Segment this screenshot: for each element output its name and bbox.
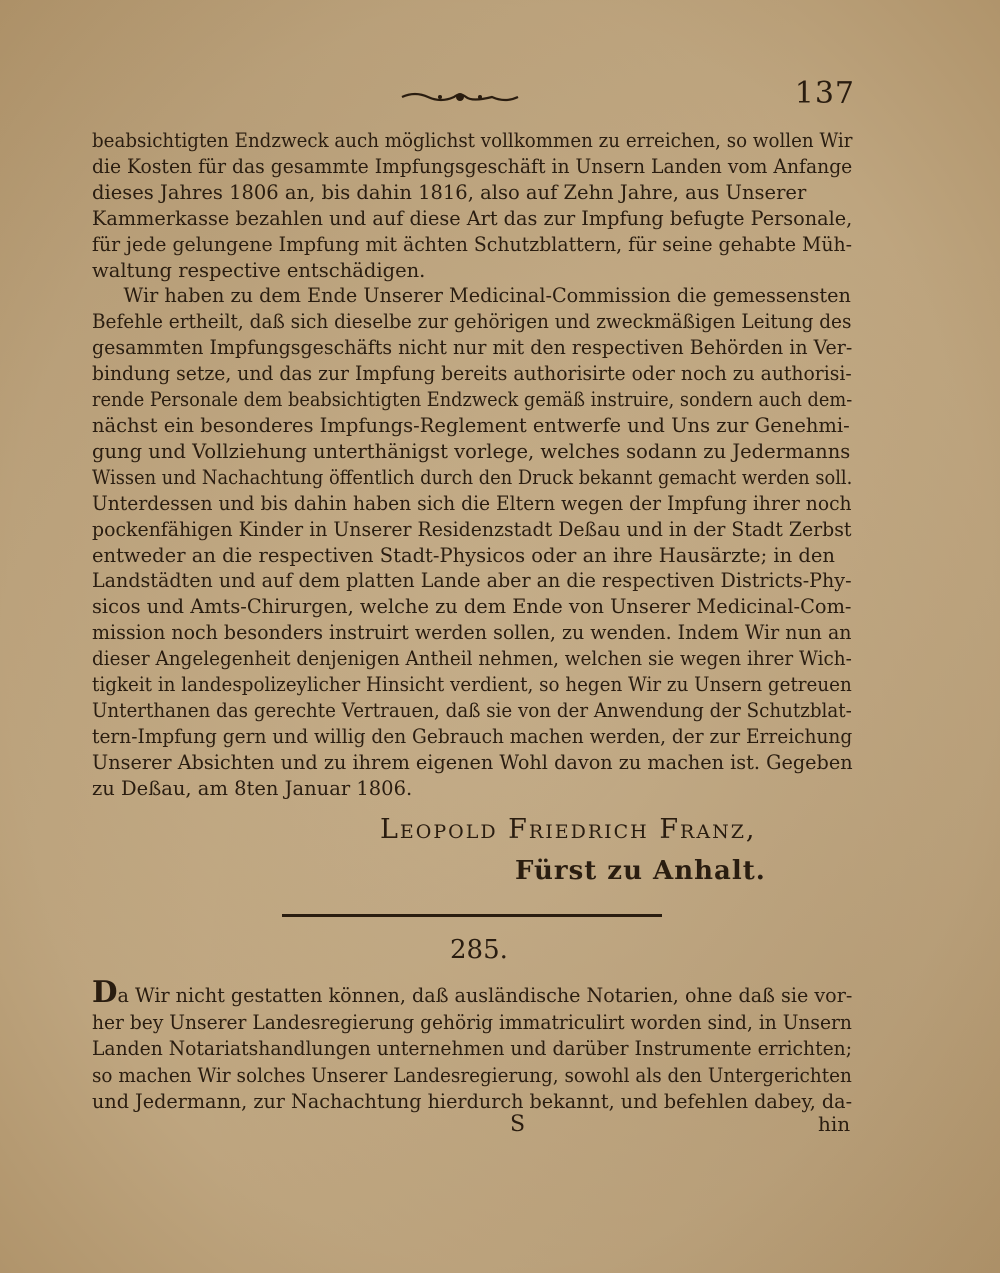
section-divider (282, 914, 662, 917)
section-number: 285. (450, 935, 508, 965)
main-text (92, 128, 852, 802)
text-line: beabsichtigten Endzweck auch möglichst vollkommen zu erreichen, so wollen Wir (92, 129, 853, 152)
text-line: tern-Impfung gern und willig den Gebrauch machen werden, der zur Erreichung (92, 724, 853, 748)
text-line: nächst ein besonderes Impfungs-Reglement entwerfe und Uns zur Genehmi- (92, 413, 850, 437)
catchword: hin (818, 1112, 851, 1136)
text-line: pockenfähigen Kinder in Unserer Residenzstadt Deßau und in der Stadt Zerbst (92, 517, 852, 541)
text-line: bindung setze, und das zur Impfung bereits authorisirte oder noch zu authorisi- (92, 362, 852, 386)
text-line: Landstädten und auf dem platten Lande aber an die respectiven Districts-Phy- (92, 569, 852, 593)
text-line: entweder an die respectiven Stadt-Physicos oder an ihre Hausärzte; in den (92, 543, 835, 567)
signature-title: Fürst zu Anhalt. (515, 856, 766, 886)
text-line: tigkeit in landespolizeylicher Hinsicht verdient, so hegen Wir zu Unsern getreuen (92, 673, 852, 697)
text-line: her bey Unserer Landesregierung gehörig immatriculirt worden sind, in Unsern (92, 1010, 852, 1034)
text-line: Landen Notariatshandlungen unternehmen und darüber Instrumente errichten; (92, 1037, 853, 1060)
text-line: Unserer Absichten und zu ihrem eigenen Wohl davon zu machen ist. Gegeben (92, 750, 853, 774)
signature-mark: S (510, 1112, 526, 1137)
signature-name: Leopold Friedrich Franz, (380, 814, 757, 845)
text-line: rende Personale dem beabsichtigten Endzweck gemäß instruire, sondern auch dem- (92, 388, 853, 412)
ornamental-rule-icon (400, 90, 520, 104)
page-number: 137 (794, 76, 855, 111)
text-line: Unterthanen das gerechte Vertrauen, daß sie von der Anwendung der Schutzblat- (92, 698, 852, 722)
text-line: für jede gelungene Impfung mit ächten Schutzblattern, für seine gehabte Müh- (92, 232, 853, 256)
text-line: Befehle ertheilt, daß sich dieselbe zur gehörigen und zweckmäßigen Leitung des (92, 310, 852, 334)
text-line: Unterdessen und bis dahin haben sich die Eltern wegen der Impfung ihrer noch (92, 491, 852, 515)
text-line (92, 975, 853, 1010)
dropcap: D (92, 975, 118, 1010)
text-line: Wissen und Nachachtung öffentlich durch den Druck bekannt gemacht werden soll. (92, 465, 853, 489)
text-line: gesammten Impfungsgeschäfts nicht nur mit den respectiven Behörden in Ver- (92, 336, 853, 360)
text-line: dieser Angelegenheit denjenigen Antheil nehmen, welchen sie wegen ihrer Wich- (92, 647, 852, 671)
text-line: und Jedermann, zur Nachachtung hierdurch bekannt, und befehlen dabey, da- (92, 1090, 853, 1113)
text-line: mission noch besonders instruirt werden sollen, zu wenden. Indem Wir nun an (92, 621, 852, 645)
section-text (92, 975, 853, 1116)
text-line: waltung respective entschädigen. (92, 258, 426, 282)
text-line: zu Deßau, am 8ten Januar 1806. (92, 776, 413, 800)
text-line: so machen Wir solches Unserer Landesregierung, sowohl als den Untergerichten (92, 1063, 852, 1087)
text-line: Wir haben zu dem Ende Unserer Medicinal-Commission die gemessensten (123, 284, 851, 308)
text-line: die Kosten für das gesammte Impfungsgeschäft in Unsern Landen vom Anfange (92, 154, 853, 178)
text-line-content: a Wir nicht gestatten können, daß ausländische Notarien, ohne daß sie vor- (117, 984, 853, 1007)
text-line: gung und Vollziehung unterthänigst vorlege, welches sodann zu Jedermanns (92, 439, 851, 463)
text-line: Kammerkasse bezahlen und auf diese Art das zur Impfung befugte Personale, (92, 206, 853, 230)
text-line: dieses Jahres 1806 an, bis dahin 1816, also auf Zehn Jahre, aus Unserer (92, 180, 807, 204)
text-line: sicos und Amts-Chirurgen, welche zu dem Ende von Unserer Medicinal-Com- (92, 595, 852, 619)
